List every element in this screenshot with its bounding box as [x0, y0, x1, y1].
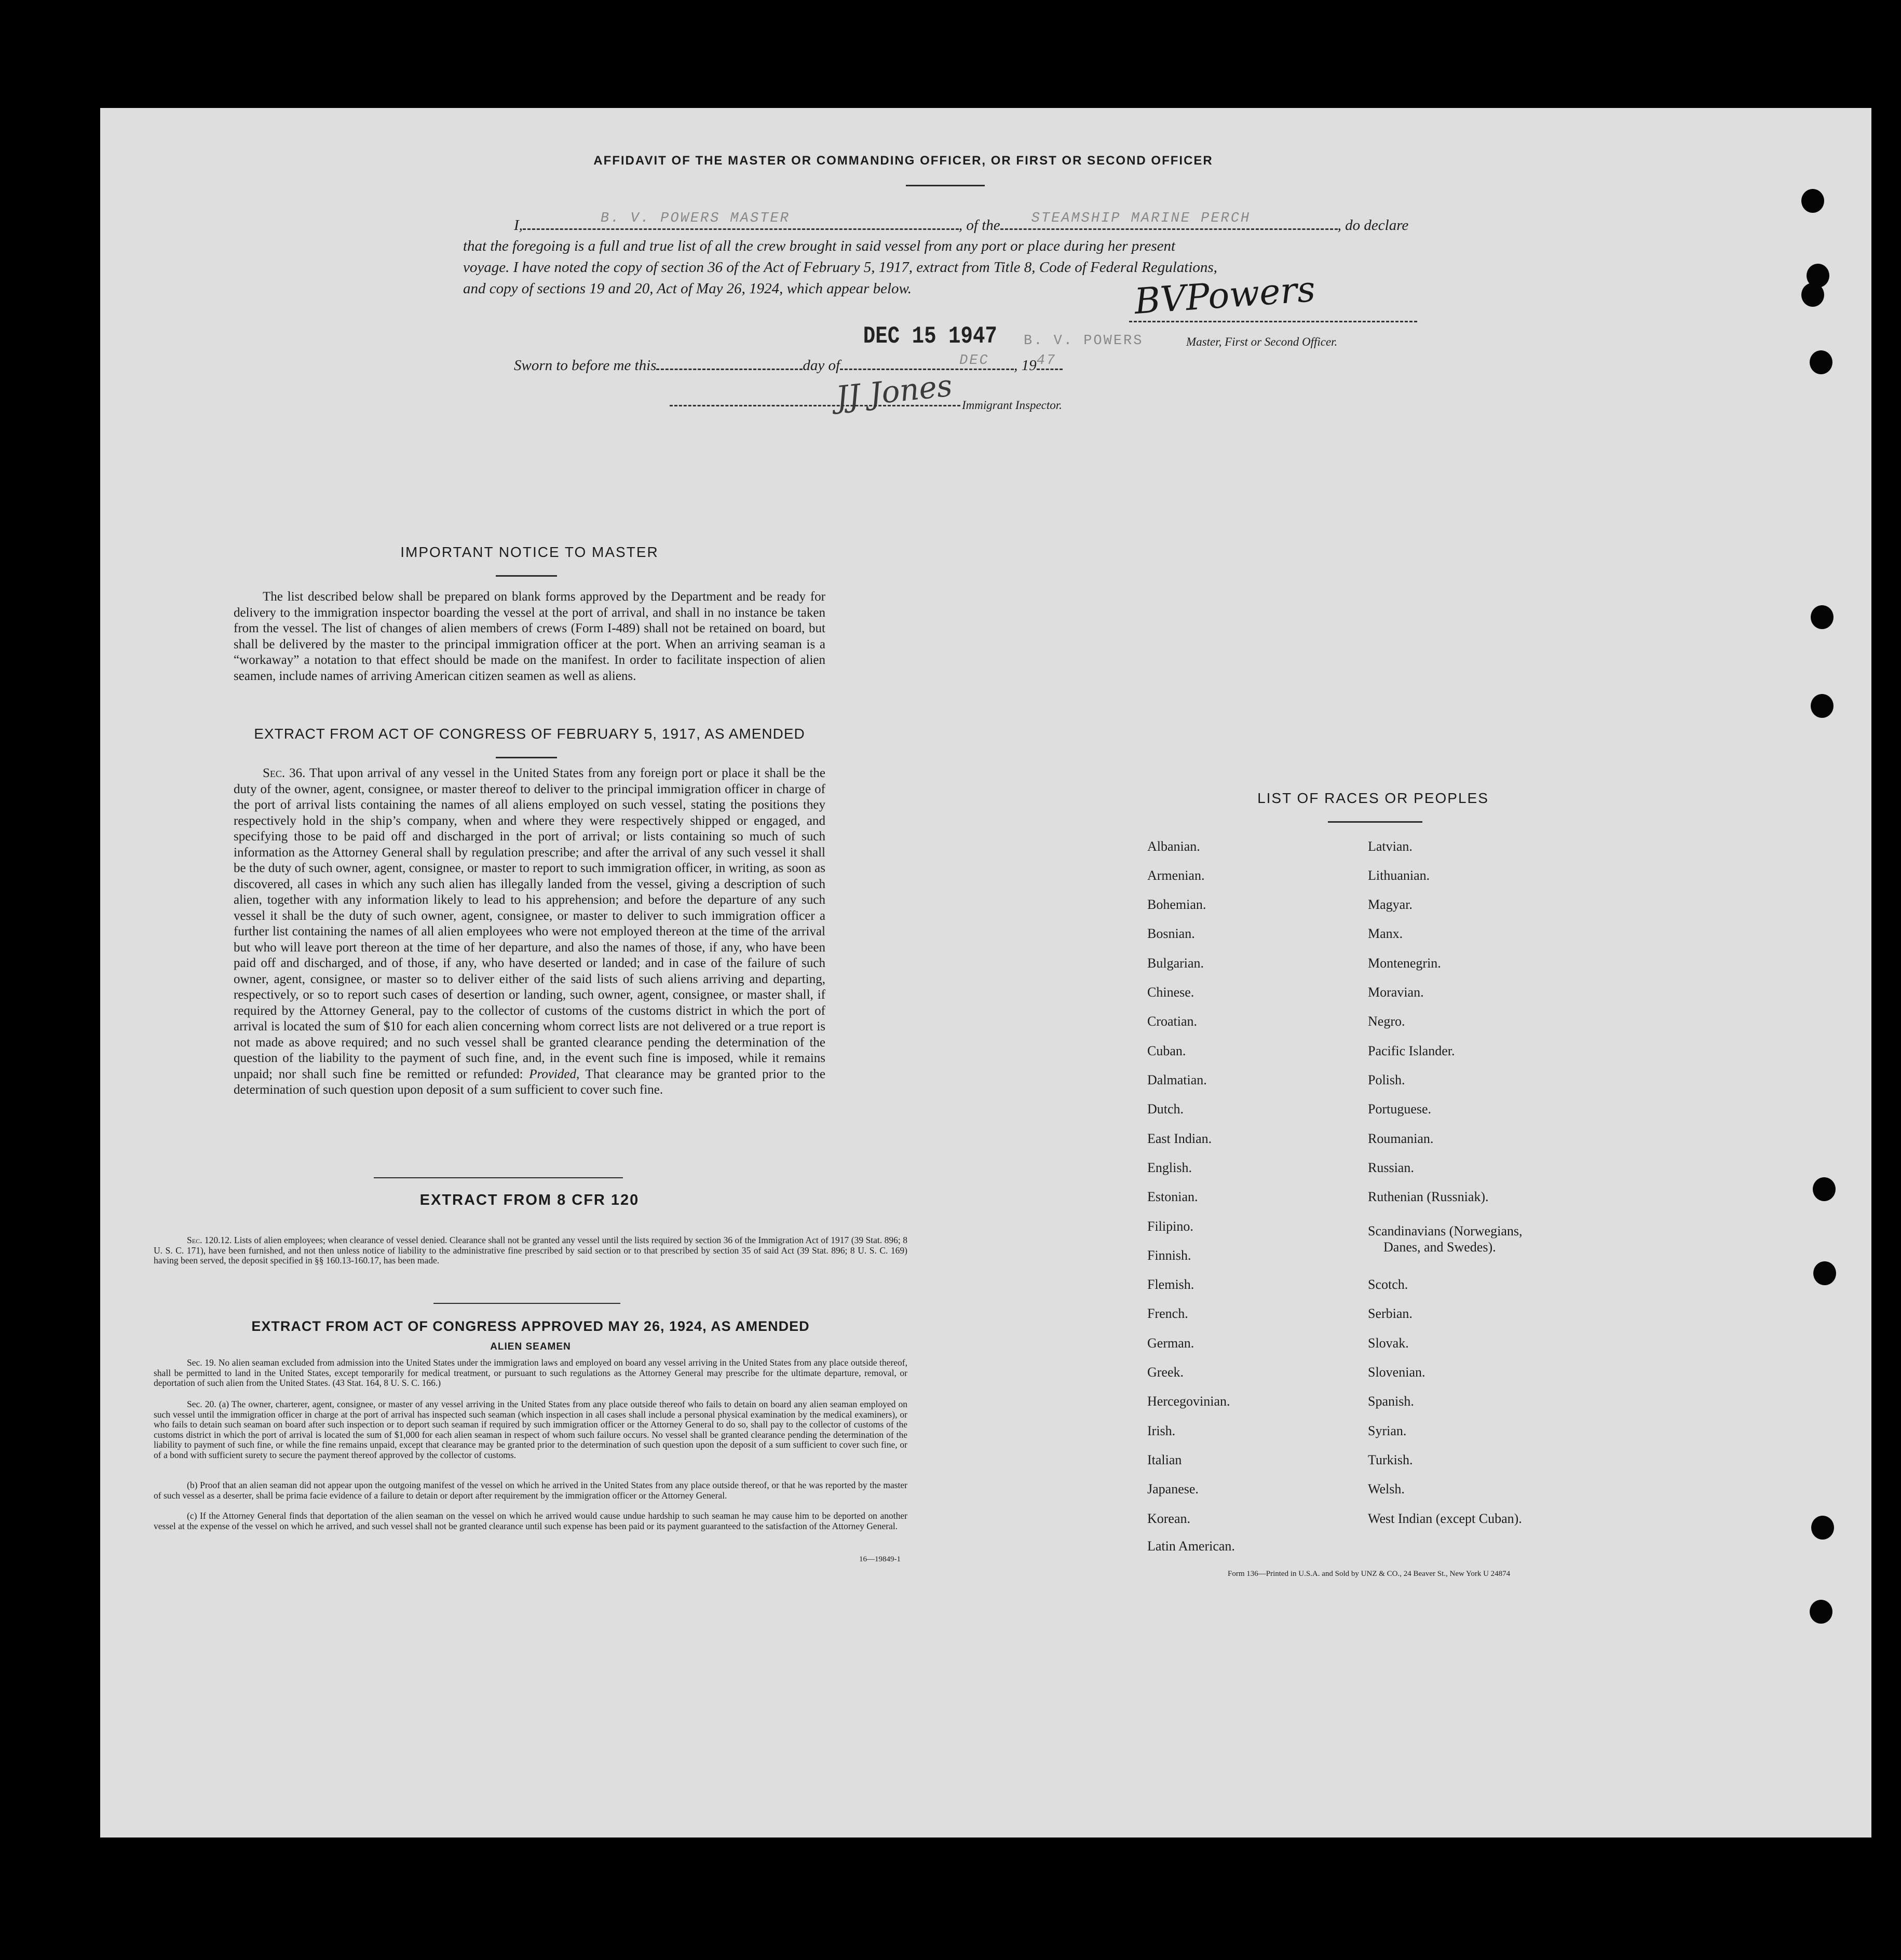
- separator-rule-2: [433, 1303, 620, 1304]
- race-right: Pacific Islander.: [1368, 1043, 1455, 1058]
- cfr-sec-label: Sec. 120.12.: [187, 1235, 232, 1245]
- title-rule: [906, 185, 985, 186]
- punch-hole: [1813, 1261, 1836, 1285]
- race-left: Irish.: [1147, 1423, 1176, 1438]
- race-right: Latvian.: [1368, 839, 1413, 854]
- cfr-title: EXTRACT FROM 8 CFR 120: [419, 1192, 640, 1208]
- race-left: Latin American.: [1147, 1539, 1235, 1554]
- text-of-the: , of the: [958, 217, 1000, 234]
- races-title: LIST OF RACES OR PEOPLES: [1257, 790, 1489, 806]
- affidavit-line3: voyage. I have noted the copy of section 36 of the Act of February 5, 1917, extract from Title 8, Code of Federal Regulations,: [463, 259, 1217, 276]
- race-left: Bosnian.: [1147, 926, 1195, 941]
- cfr-text: Lists of alien employees; when clearance of vessel denied. Clearance shall not be granted any vessel until the lists required by section 36 of the Immigration Act of 1917 (39 Stat. 896; 8 U. S. C. 171), have been furnished, and not then unless notice of liability to the administrative fine prescribed by said section or to that prescribed by section 35 of said Act (39 Stat. 896; 8 U. S. C. 169) having been served, the deposit specified in §§ 160.13-160.17, has been made.: [154, 1235, 907, 1265]
- punch-hole: [1810, 1600, 1832, 1624]
- race-left: French.: [1147, 1306, 1188, 1321]
- race-right: Moravian.: [1368, 985, 1424, 1000]
- printer-footer: Form 136—Printed in U.S.A. and Sold by UNZ & CO., 24 Beaver St., New York U 24874: [1228, 1570, 1511, 1578]
- vessel-fill: STEAMSHIP MARINE PERCH: [1031, 211, 1251, 226]
- race-left: English.: [1147, 1160, 1192, 1175]
- text-sworn: Sworn to before me this: [514, 357, 657, 374]
- section-36-label: Sec. 36.: [263, 766, 306, 780]
- separator-rule: [374, 1177, 623, 1178]
- race-right: Roumanian.: [1368, 1131, 1434, 1146]
- race-right: Spanish.: [1368, 1394, 1414, 1409]
- race-left: Greek.: [1147, 1365, 1184, 1380]
- race-left: Estonian.: [1147, 1189, 1198, 1204]
- race-right: Ruthenian (Russniak).: [1368, 1189, 1489, 1204]
- race-right: West Indian (except Cuban).: [1368, 1511, 1522, 1526]
- sec-20b-text: (b) Proof that an alien seaman did not appear upon the outgoing manifest of the vessel on which he arrived in the United States from any place outside thereof, or that he was reported by the master of such vessel as a deserter, shall be prima facie evidence of a failure to detain or deport after requirement by the immigration officer or the Attorney General.: [154, 1480, 907, 1501]
- race-left: Filipino.: [1147, 1219, 1193, 1234]
- race-left: Dalmatian.: [1147, 1072, 1207, 1087]
- punch-hole: [1801, 189, 1824, 213]
- sec-20c-text: (c) If the Attorney General finds that deportation of the alien seaman on the vessel on which he arrived would cause undue hardship to such seaman he may cause him to be deported on another vessel at the expense of the vessel on which he arrived, and such vessel shall not be granted clearance until such expense has been paid or its payment guaranteed to the satisfaction of the Attorney General.: [154, 1510, 907, 1531]
- race-right: Slovenian.: [1368, 1365, 1425, 1380]
- race-right: Turkish.: [1368, 1452, 1413, 1467]
- punch-hole: [1810, 350, 1832, 374]
- sec-19-text: Sec. 19. No alien seaman excluded from admission into the United States under the immigration laws and employed on board any vessel arriving in the United States from any place outside thereof, shall be permitted to land in the United States, except temporarily for medical treatment, or pursuant to such regulations as the Attorney General may prescribe for the ultimate departure, removal, or deportation of such alien from the United States. (43 Stat. 164, 8 U. S. C. 166.): [154, 1357, 907, 1388]
- race-left: Japanese.: [1147, 1481, 1199, 1496]
- punch-hole: [1813, 1177, 1836, 1201]
- race-left: Flemish.: [1147, 1277, 1194, 1292]
- race-left: Cuban.: [1147, 1043, 1186, 1058]
- month-blank: [840, 353, 1014, 370]
- race-right: Scandinavians (Norwegians,: [1368, 1223, 1523, 1238]
- race-right: Scotch.: [1368, 1277, 1408, 1292]
- punch-hole: [1811, 694, 1834, 718]
- race-left: German.: [1147, 1336, 1194, 1351]
- race-right: Manx.: [1368, 926, 1403, 941]
- affidavit-line2: that the foregoing is a full and true list of all the crew brought in said vessel from any port or place during her present: [463, 238, 1176, 254]
- notice-body: The list described below shall be prepared on blank forms approved by the Department and be ready for delivery to the immigration inspector boarding the vessel at the port of arrival, and shall in no instance be taken from the vessel. The list of changes of alien members of crews (Form I-489) shall not be retained on board, but shall be delivered by the master to the principal immigration officer at the port. When an arriving seaman is a “workaway” a notation to that effect should be made on the manifest. In order to facilitate inspection of alien seamen, include names of arriving American citizen seamen as well as aliens.: [234, 590, 825, 683]
- affidavit-title: AFFIDAVIT OF THE MASTER OR COMMANDING OFFICER, OR FIRST OR SECOND OFFICER: [593, 154, 1213, 168]
- race-left: Albanian.: [1147, 839, 1200, 854]
- day-blank: [656, 356, 803, 370]
- race-left: Dutch.: [1147, 1101, 1184, 1117]
- section-36-end: That clearance may be granted prior to the determination of such question upon deposit of a sum sufficient to cover such fine.: [234, 1067, 825, 1097]
- extract-1924-title: EXTRACT FROM ACT OF CONGRESS APPROVED MAY 26, 1924, AS AMENDED: [251, 1318, 810, 1334]
- notice-title: IMPORTANT NOTICE TO MASTER: [400, 544, 659, 560]
- race-right: Slovak.: [1368, 1336, 1409, 1351]
- race-left: Armenian.: [1147, 868, 1205, 883]
- name-blank: [523, 211, 959, 230]
- month-fill: DEC: [959, 353, 989, 369]
- extract-1917-rule: [496, 757, 557, 758]
- race-right: Danes, and Swedes).: [1383, 1240, 1496, 1255]
- inspector-signature: JJ Jones: [834, 367, 954, 415]
- text-day-of: day of: [803, 357, 840, 374]
- race-right: Portuguese.: [1368, 1101, 1432, 1117]
- master-signature: BVPowers: [1133, 268, 1317, 323]
- races-rule: [1328, 821, 1422, 823]
- race-right: Serbian.: [1368, 1306, 1413, 1321]
- text-i: I,: [514, 217, 523, 234]
- race-right: Polish.: [1368, 1072, 1405, 1087]
- punch-hole: [1811, 1516, 1834, 1540]
- affidavit-line4: and copy of sections 19 and 20, Act of May 26, 1924, which appear below.: [463, 280, 912, 297]
- extract-1917-title: EXTRACT FROM ACT OF CONGRESS OF FEBRUARY 5, 1917, AS AMENDED: [254, 726, 805, 742]
- text-year-prefix: , 19: [1014, 357, 1037, 374]
- inspector-line: [670, 405, 960, 406]
- race-left: Finnish.: [1147, 1248, 1191, 1263]
- text-do-declare: , do declare: [1337, 217, 1409, 234]
- provided-word: Provided,: [529, 1067, 580, 1081]
- punch-hole: [1801, 283, 1824, 307]
- name-fill: B. V. POWERS MASTER: [600, 211, 790, 226]
- race-right: Syrian.: [1368, 1423, 1407, 1438]
- affidavit-line1: [514, 211, 1448, 234]
- cfr-body: [154, 1235, 907, 1266]
- notice-rule: [496, 575, 557, 577]
- year-blank: [1036, 353, 1063, 370]
- extract-1917-body: [234, 766, 825, 1098]
- typed-signer: B. V. POWERS: [1024, 333, 1144, 349]
- sec-20a-text: Sec. 20. (a) The owner, charterer, agent, consignee, or master of any vessel arriving in the United States from any place outside thereof who fails to detain on board any alien seaman employed on such vessel until the immigration officer in charge at the port of arrival has inspected such seaman (which inspection in all cases shall include a personal physical examination by the medical examiners), or who fails to detain such seaman on board after such inspection or to deport such seaman if required by such immigration officer or the Attorney General to do so, shall pay to the collector of customs of the customs district in which the port of arrival is located the sum of $1,000 for each alien seaman in respect of whom such failure occurs. No vessel shall be granted clearance pending the determination of the liability to payment of such fine, or while the fine remains unpaid, except that clearance may be granted prior to the determination of such question upon the deposit of a sum sufficient to cover such fine, or of a bond with sufficient surety to secure the payment thereof approved by the collector of customs.: [154, 1399, 907, 1460]
- inspector-caption: Immigrant Inspector.: [962, 399, 1062, 412]
- section-36-text: That upon arrival of any vessel in the United States from any foreign port or place it shall be the duty of the owner, agent, consignee, or master thereof to deliver to the principal immigration officer in charge of the port of arrival lists containing the names of all aliens employed on such vessel, stating the positions they respectively hold in the ship’s company, when and where they were respectively shipped or engaged, and specifying those to be paid off and discharged in the port of arrival; or lists containing so much of such information as the Attorney General shall by regulation prescribe; and after the arrival of any such vessel it shall be the duty of such owner, agent, consignee, or master to report to such immigration officer, in writing, as soon as discovered, all cases in which any such alien has illegally landed from the vessel, giving a description of such alien, together with any information likely to lead to his apprehension; and before the departure of any such vessel it shall be the duty of such owner, agent, consignee, or master to deliver to such immigration officer a further list containing the names of all alien employees who were not employed thereon at the time of the arrival but who will leave port thereon at the time of her departure, and also the names of those, if any, who have been paid off and discharged, and of those, if any, who have deserted or landed; and in case of the failure of such owner, agent, consignee, or master so to deliver either of the said lists of such aliens arriving and departing, respectively, or so to report such cases of desertion or landing, such owner, agent, consignee, or master shall, if required by the Attorney General, pay to the collector of customs of the customs district in which the port of arrival is located the sum of $10 for each alien concerning whom correct lists are not delivered or a true report is not made as above required; and no such vessel shall be granted clearance pending the determination of the question of the liability to the payment of such fine, and, in the event such fine is imposed, while it remains unpaid; nor shall such fine be remitted or refunded:: [234, 766, 825, 1081]
- signature-line: [1129, 321, 1417, 322]
- race-left: Hercegovinian.: [1147, 1394, 1230, 1409]
- race-left: Chinese.: [1147, 985, 1194, 1000]
- vessel-blank: [1000, 211, 1338, 230]
- master-caption: Master, First or Second Officer.: [1186, 335, 1338, 348]
- race-right: Montenegrin.: [1368, 956, 1441, 971]
- form-code: 16—19849-1: [859, 1555, 901, 1563]
- race-right: Welsh.: [1368, 1481, 1405, 1496]
- sworn-line: [514, 353, 1063, 374]
- race-left: Bulgarian.: [1147, 956, 1204, 971]
- race-left: Korean.: [1147, 1511, 1191, 1526]
- race-left: Italian: [1147, 1452, 1182, 1467]
- race-right: Lithuanian.: [1368, 868, 1430, 883]
- race-left: Bohemian.: [1147, 897, 1206, 912]
- date-stamp: DEC 15 1947: [863, 323, 997, 350]
- race-right: Magyar.: [1368, 897, 1413, 912]
- race-right: Russian.: [1368, 1160, 1414, 1175]
- alien-seamen-subtitle: ALIEN SEAMEN: [490, 1341, 571, 1352]
- race-left: East Indian.: [1147, 1131, 1212, 1146]
- year-fill: 47: [1036, 353, 1057, 369]
- race-left: Croatian.: [1147, 1014, 1198, 1029]
- race-right: Negro.: [1368, 1014, 1405, 1029]
- punch-hole: [1811, 605, 1834, 629]
